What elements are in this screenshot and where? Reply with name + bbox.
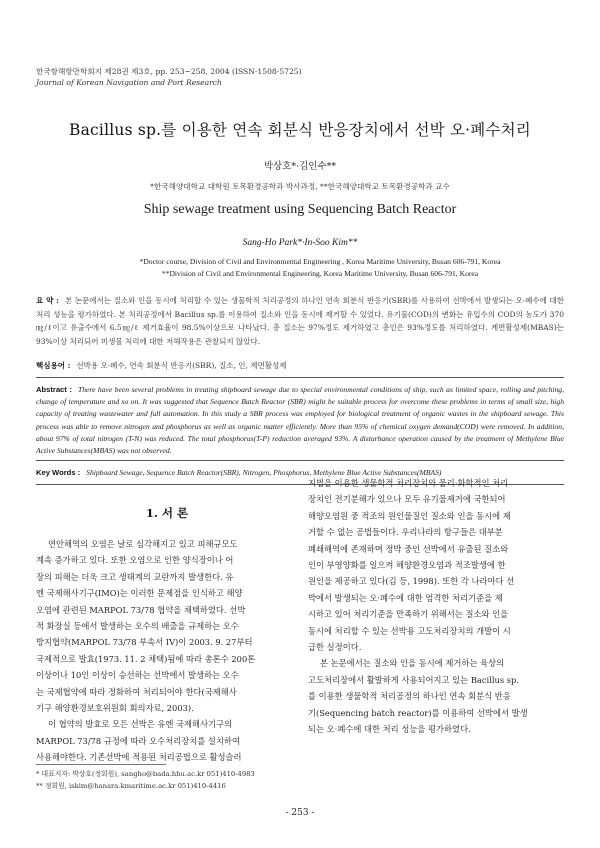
abstract-en-text: There have been several problems in treating shipboard sewage due to special environmental conditions of ship, such as limited space, rolling and pitching, change of temperature and so on. It was suggested that Sequence Batch Reactor (SBR) might be suitable process for overcome these problems in terms of small size, high capacity of treating wastewater and full automation. In this study a SBR process was employed for biological treatment of organic wastes in the shipboard sewage. This process was able to remove nitrogen and phosphorus as well as organic matter efficiently. More than 95% of chemical oxygen demand(COD) were removed. In addition, about 97% of total nitrogen (T-N) was reduced. The total phosphorus(T-P) reduction averaged 93%. A disturbance operation caused by the treatment of Methylene Blue Active Substances(MBAS) was not observed. [36, 385, 564, 456]
abstract-kr-label: 요 약 : [36, 296, 59, 305]
body-line: 지법을 이용한 생물학적 처리장치와 물리·화학적인 처리 [308, 478, 509, 488]
body-line: 장치인 전기분해가 있으나 모두 유기물제거에 국한되어 [308, 494, 506, 505]
section-title: 1. 서 론 [145, 506, 189, 520]
paper-title-kr: Bacillus sp.를 이용한 연속 회분식 반응장치에서 선박 오·폐수처리 [69, 121, 531, 139]
keywords-en-label: Key Words : [36, 468, 81, 477]
keywords-kr-text: 선박용 오·폐수, 연속 회분식 반응기(SBR), 질소, 인, 계면활성제 [76, 361, 287, 370]
body-line: 방지협약(MARPOL 73/78 부속서 IV)이 2003. 9. 27부터 [36, 637, 253, 648]
page-number: - 253 - [285, 808, 315, 818]
authors-kr: 박상호*·김인수** [263, 161, 337, 172]
abstract-kr [36, 294, 564, 348]
paper-title-en: Ship sewage treatment using Sequencing Batch Reactor [143, 202, 457, 217]
body-line: 이 협약의 발효로 모든 선박은 유엔 국제해사기구의 [48, 719, 233, 730]
abstract-en [36, 384, 564, 457]
body-line: 해양오염원 중 적조의 원인물질인 질소와 인을 동시에 제 [308, 510, 511, 521]
journal-name-en: Journal of Korean Navigation and Port Research [36, 78, 222, 87]
body-line: 시하고 있어 처리기준을 만족하기 위해서는 질소와 인을 [308, 609, 509, 620]
body-line: 원인을 제공하고 있다(김 등, 1998). 또한 각 나라마다 선 [308, 576, 515, 587]
body-line: 급한 실정이다. [308, 642, 362, 653]
affiliation-en-line: *Doctor course, Division of Civil and Environmental Engineering , Korea Maritime University, Busan 606-791, Korea [139, 257, 501, 266]
body-line: 본 논문에서는 질소와 인을 동시에 제거하는 육상의 [320, 658, 505, 669]
body-line: 이상이나 10인 이상이 승선하는 선박에서 발생하는 오수 [36, 670, 239, 681]
keywords-en-text: Shipboard Sewage, Sequence Batch Reactor(SBR), Nitrogen, Phosphorus, Methylene Blue Active Substances(MBAS) [86, 468, 442, 477]
body-line: 계속 증가하고 있다. 또한 오염으로 인한 양식장이나 어 [36, 555, 234, 566]
footnotes [36, 768, 255, 792]
footnote-coauthor: ** 정회원, iskim@hanara.kmaritime.ac.kr 051)410-4416 [36, 782, 226, 790]
footnote-divider [36, 764, 166, 765]
body-line: 기구 해양환경보호위원회 회의자료, 2003). [36, 703, 194, 714]
body-column-left [36, 536, 298, 766]
body-line: 국제적으로 발효(1973. 11. 2 채택)됨에 따라 총톤수 200톤 [36, 653, 256, 664]
abstract-en-label: Abstract : [36, 385, 72, 394]
body-line: 박에서 발생되는 오·폐수에 대한 엄격한 처리기준을 제 [308, 592, 503, 603]
authors-en: Sang-Ho Park*·In-Soo Kim** [242, 238, 358, 248]
body-line: 동시에 처리할 수 있는 선박용 고도처리장치의 개발이 시 [308, 625, 511, 636]
body-line: 되는 오·폐수에 대한 처리 성능을 평가하였다. [308, 724, 471, 735]
journal-header [36, 66, 302, 88]
body-line: 엔 국제해사기구(IMO)는 이러한 문제점을 인식하고 해양 [36, 588, 243, 599]
body-line: 장의 피해는 더욱 크고 생태계의 교란까지 발생한다. 유 [36, 571, 234, 582]
journal-citation: 한국항해항만학회지 제28권 제3호, pp. 253~258, 2004 (ISSN-1508-5725) [36, 67, 302, 76]
body-line: 고도처리장에서 활발하게 사용되어지고 있는 Bacillus sp. [308, 674, 519, 685]
body-line: MARPOL 73/78 규정에 따라 오수처리장치를 설치하여 [36, 735, 240, 746]
body-line: 적 화장실 등에서 발생하는 오수의 배출을 규제하는 오수 [36, 621, 239, 632]
keywords-kr [36, 360, 564, 371]
divider [36, 460, 564, 461]
body-line: 거할 수 없는 공법들이다. 우리나라의 항구들은 대부분 [308, 527, 503, 538]
divider [36, 377, 564, 378]
body-line: 연안해역의 오염은 날로 심각해지고 있고 피해규모도 [48, 539, 238, 549]
body-line: 사용해야한다. 기존선박에 적용된 처리공법으로 활성슬러 [36, 752, 242, 763]
body-line: 폐쇄해역에 존재하며 정박 중인 선박에서 유출된 질소와 [308, 543, 509, 554]
body-line: 기(Sequencing batch reactor)를 이용하여 선박에서 발생 [308, 707, 528, 718]
footnote-corresponding-author: * 대표저자: 박상호(정회원), sangho@bada.hhu.ac.kr 051)410-4983 [36, 770, 255, 778]
affiliation-en [100, 256, 540, 279]
body-line: 는 국제협약에 따라 정화하여 처리되어야 한다(국제해사 [36, 686, 237, 697]
body-line: 인이 부영양화를 일으켜 해양환경오염과 적조발생에 한 [308, 560, 506, 571]
affiliation-kr: *한국해양대학교 대학원 토목환경공학과 박사과정, **한국해양대학교 토목환경공학과 교수 [150, 182, 450, 191]
body-line: 오염에 관련된 MARPOL 73/78 협약을 채택하였다. 선박 [36, 604, 246, 615]
abstract-kr-text: 본 논문에서는 질소와 인을 동시에 처리할 수 있는 생물학적 처리공정의 하나인 연속 회분식 반응기(SBR)를 사용하여 선박에서 발생되는 오·폐수에 대한 처리 성능을 평가하였다. 본 처리공정에서 Bacillus sp.를 이용하여 질소와 인을 동시에 제거할 수 있었다. 유기물(COD)의 변화는 유입수의 COD의 농도가 370㎎/ℓ이고 유출수에서 6.5㎎/ℓ 제거효율이 98.5%이상으로 나타났다. 총 질소는 97%정도 제거하였고 총인은 93%정도를 처리하였다. 계면활성제(MBAS)는 93%이상 처리되어 미생물 처리에 대한 저해작용은 관찰되지 않았다. [36, 296, 564, 346]
keywords-kr-label: 핵심용어 : [36, 361, 71, 370]
body-column-right [308, 475, 564, 738]
affiliation-en-line: **Division of Civil and Environmental Engineering, Korea Maritime University, Busan 606-791, Korea [161, 268, 479, 278]
body-line: 를 이용한 생물학적 처리공정의 하나인 연속 회분식 반응 [308, 691, 511, 702]
